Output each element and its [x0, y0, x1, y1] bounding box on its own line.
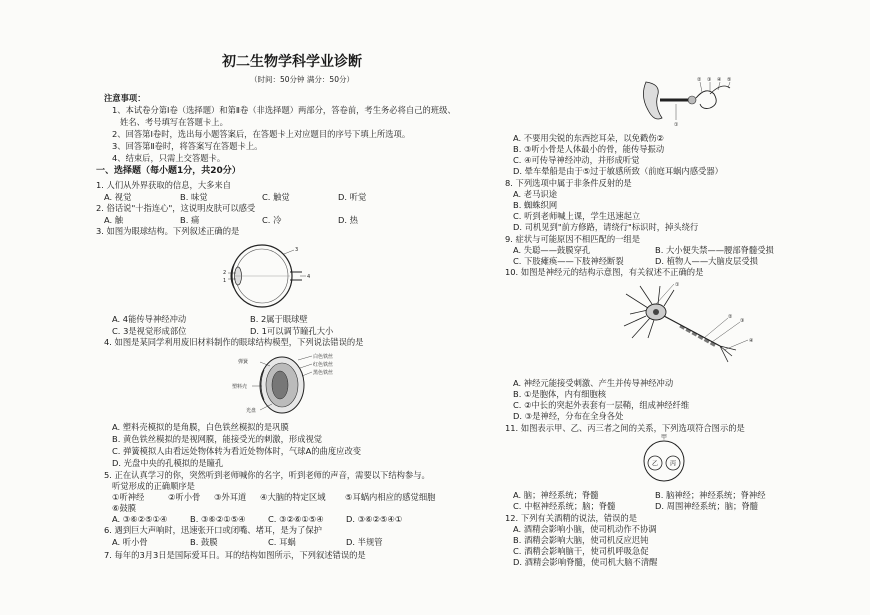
exam-meta: （时间：50分钟 满分：50分） — [250, 75, 354, 84]
question-stem: 8. 下列选项中属于非条件反射的是 — [505, 178, 632, 188]
option: C. ②中长的突起外表套有一层鞘，组成神经纤维 — [513, 400, 690, 410]
eye-model-diagram — [232, 350, 338, 420]
neuron-diagram — [620, 280, 770, 376]
list-item: ⑥鼓膜 — [112, 503, 137, 513]
option: A. ③⑥②⑤①④ — [112, 514, 168, 524]
ear-diagram — [640, 76, 740, 128]
option: C. 下肢瘫痪——下肢神经断裂 — [513, 256, 624, 266]
list-item: ①听神经 — [112, 492, 145, 502]
venn-diagram — [636, 434, 692, 484]
diagram-label: ① — [674, 122, 679, 128]
diagram-label: ② — [697, 77, 702, 83]
diagram-label: 光盘 — [246, 408, 257, 414]
diagram-label: ④ — [749, 338, 754, 344]
diagram-label: ① — [675, 282, 680, 288]
option: C. ④可传导神经冲动，并形成听觉 — [513, 155, 640, 165]
eyeball-diagram — [222, 238, 312, 314]
option: D. 1可以调节瞳孔大小 — [250, 326, 334, 336]
list-item: ⑤耳蜗内相应的感觉细胞 — [345, 492, 436, 502]
note-line: 4、结束后，只需上交答题卡。 — [112, 153, 226, 163]
diagram-label: 红色铁丝 — [313, 362, 334, 368]
list-item: ③外耳道 — [214, 492, 247, 502]
option: A. 脑；神经系统；脊髓 — [513, 490, 599, 500]
option: A. 塑料壳模拟的是角膜，白色铁丝模拟的是巩膜 — [112, 422, 289, 432]
question-stem: 听觉形成的正确顺序是 — [112, 481, 195, 491]
diagram-label: 弹簧 — [238, 359, 249, 365]
question-stem: 5. 正在认真学习的你，突然听到老师喊你的名字，听到老师的声音，需要以下结构参与。 — [104, 470, 430, 480]
option: B. 大小便失禁——腰部脊髓受损 — [655, 245, 774, 255]
option: D. 周围神经系统；脑；脊髓 — [655, 501, 758, 511]
option: B. 鼓膜 — [190, 537, 218, 547]
option: A. 失聪——鼓膜穿孔 — [513, 245, 591, 255]
question-stem: 9. 症状与可能原因不相匹配的一组是 — [505, 234, 641, 244]
option: A. 4能传导神经冲动 — [112, 314, 187, 324]
option: C. ③②⑥①⑤④ — [268, 514, 324, 524]
option: B. ③听小骨是人体最小的骨，能传导振动 — [513, 144, 665, 154]
option: D. 听觉 — [338, 192, 367, 202]
option: D. 半规管 — [346, 537, 383, 547]
list-item: ④大脑的特定区域 — [260, 492, 326, 502]
section-heading: 一、选择题（每小题1分，共20分） — [96, 166, 241, 176]
option: C. 耳蜗 — [268, 537, 296, 547]
option: A. 神经元能接受刺激、产生并传导神经冲动 — [513, 378, 674, 388]
option: B. 蜘蛛织网 — [513, 200, 558, 210]
note-line: 姓名、考号填写在答题卡上。 — [120, 117, 228, 127]
option: D. 司机见到"前方修路，请绕行"标识时，掉头绕行 — [513, 222, 699, 232]
question-stem: 4. 如图是某同学利用废旧材料制作的眼球结构模型，下列说法错误的是 — [104, 337, 364, 347]
option: C. 弹簧模拟人由看远处物体转为看近处物体时，气球A的曲度应改变 — [112, 446, 362, 456]
diagram-label: 白色铁丝 — [313, 354, 334, 360]
option: A. 视觉 — [104, 192, 132, 202]
option: D. 晕车晕船是由于⑤过于敏感所致（前庭耳蜗内感受器） — [513, 166, 723, 176]
question-stem: 1. 人们从外界获取的信息，大多来自 — [96, 180, 232, 190]
option: B. ③⑥②①⑤④ — [190, 514, 246, 524]
question-stem: 6. 遇到巨大声响时，迅速张开口或闭嘴、堵耳，是为了保护 — [104, 525, 322, 535]
notes-heading: 注意事项： — [104, 93, 146, 103]
diagram-label: ⑤ — [727, 77, 732, 83]
option: D. 光盘中央的孔模拟的是瞳孔 — [112, 458, 224, 468]
option: C. 3是视觉形成部位 — [112, 326, 187, 336]
diagram-label: ③ — [707, 77, 712, 83]
option: D. 植物人——大脑皮层受损 — [655, 256, 758, 266]
diagram-label: 塑料壳 — [232, 384, 248, 390]
diagram-label: 2 — [223, 270, 227, 276]
diagram-label: ③ — [740, 318, 745, 324]
note-line: 1、本试卷分第Ⅰ卷（选择题）和第Ⅱ卷（非选择题）两部分，答卷前，考生务必将自己的班级、 — [112, 105, 456, 115]
diagram-label: 乙 — [652, 460, 659, 468]
note-line: 2、回答第Ⅰ卷时，选出每小题答案后，在答题卡上对应题目的序号下填上所选项。 — [112, 129, 411, 139]
option: D. ③⑥②⑤④① — [346, 514, 403, 524]
diagram-label: 3 — [295, 247, 299, 253]
option: A. 触 — [104, 215, 124, 225]
question-stem: 2. 俗话说"十指连心"，这说明皮肤可以感受 — [96, 203, 256, 213]
diagram-label: 黑色铁丝 — [313, 370, 334, 376]
diagram-label: 丙 — [670, 460, 677, 468]
option: B. 痛 — [180, 215, 200, 225]
option: A. 不要用尖锐的东西挖耳朵，以免戳伤② — [513, 133, 664, 143]
option: C. 酒精会影响脑干，使司机呼吸急促 — [513, 546, 649, 556]
question-stem: 11. 如图表示甲、乙、丙三者之间的关系，下列选项符合图示的是 — [505, 423, 745, 433]
option: B. 酒精会影响大脑，使司机反应迟钝 — [513, 535, 649, 545]
diagram-label: ④ — [717, 77, 722, 83]
list-item: ②听小骨 — [168, 492, 201, 502]
option: A. 酒精会影响小脑，使司机动作不协调 — [513, 524, 657, 534]
page-title: 初二生物学科学业诊断 — [222, 54, 362, 70]
question-stem: 12. 下列有关酒精的说法，错误的是 — [505, 513, 637, 523]
question-stem: 7. 每年的3月3日是国际爱耳日。耳的结构如图所示，下列叙述错误的是 — [104, 550, 366, 560]
option: B. 2属于眼球壁 — [250, 314, 308, 324]
note-line: 3、回答第Ⅱ卷时，将答案写在答题卡上。 — [112, 141, 263, 151]
option: D. 热 — [338, 215, 358, 225]
option: B. ①是胞体，内有细胞核 — [513, 389, 607, 399]
option: D. 酒精会影响脊髓，使司机大脑不清醒 — [513, 557, 658, 567]
diagram-label: ② — [728, 314, 733, 320]
question-stem: 3. 如图为眼球结构。下列叙述正确的是 — [96, 226, 240, 236]
option: D. ③是神经，分布在全身各处 — [513, 411, 624, 421]
diagram-label: 甲 — [661, 434, 668, 441]
diagram-label: 4 — [307, 274, 311, 280]
diagram-label: 1 — [223, 278, 227, 284]
option: A. 老马识途 — [513, 189, 557, 199]
option: C. 中枢神经系统；脑；脊髓 — [513, 501, 616, 511]
option: C. 触觉 — [262, 192, 290, 202]
option: C. 冷 — [262, 215, 282, 225]
option: B. 脑神经；神经系统；脊神经 — [655, 490, 766, 500]
option: B. 黄色铁丝模拟的是视网膜，能接受光的刺激，形成视觉 — [112, 434, 323, 444]
option: A. 听小骨 — [112, 537, 148, 547]
question-stem: 10. 如图是神经元的结构示意图，有关叙述不正确的是 — [505, 267, 704, 277]
option: B. 味觉 — [180, 192, 208, 202]
option: C. 听到老师喊上课，学生迅速起立 — [513, 211, 641, 221]
